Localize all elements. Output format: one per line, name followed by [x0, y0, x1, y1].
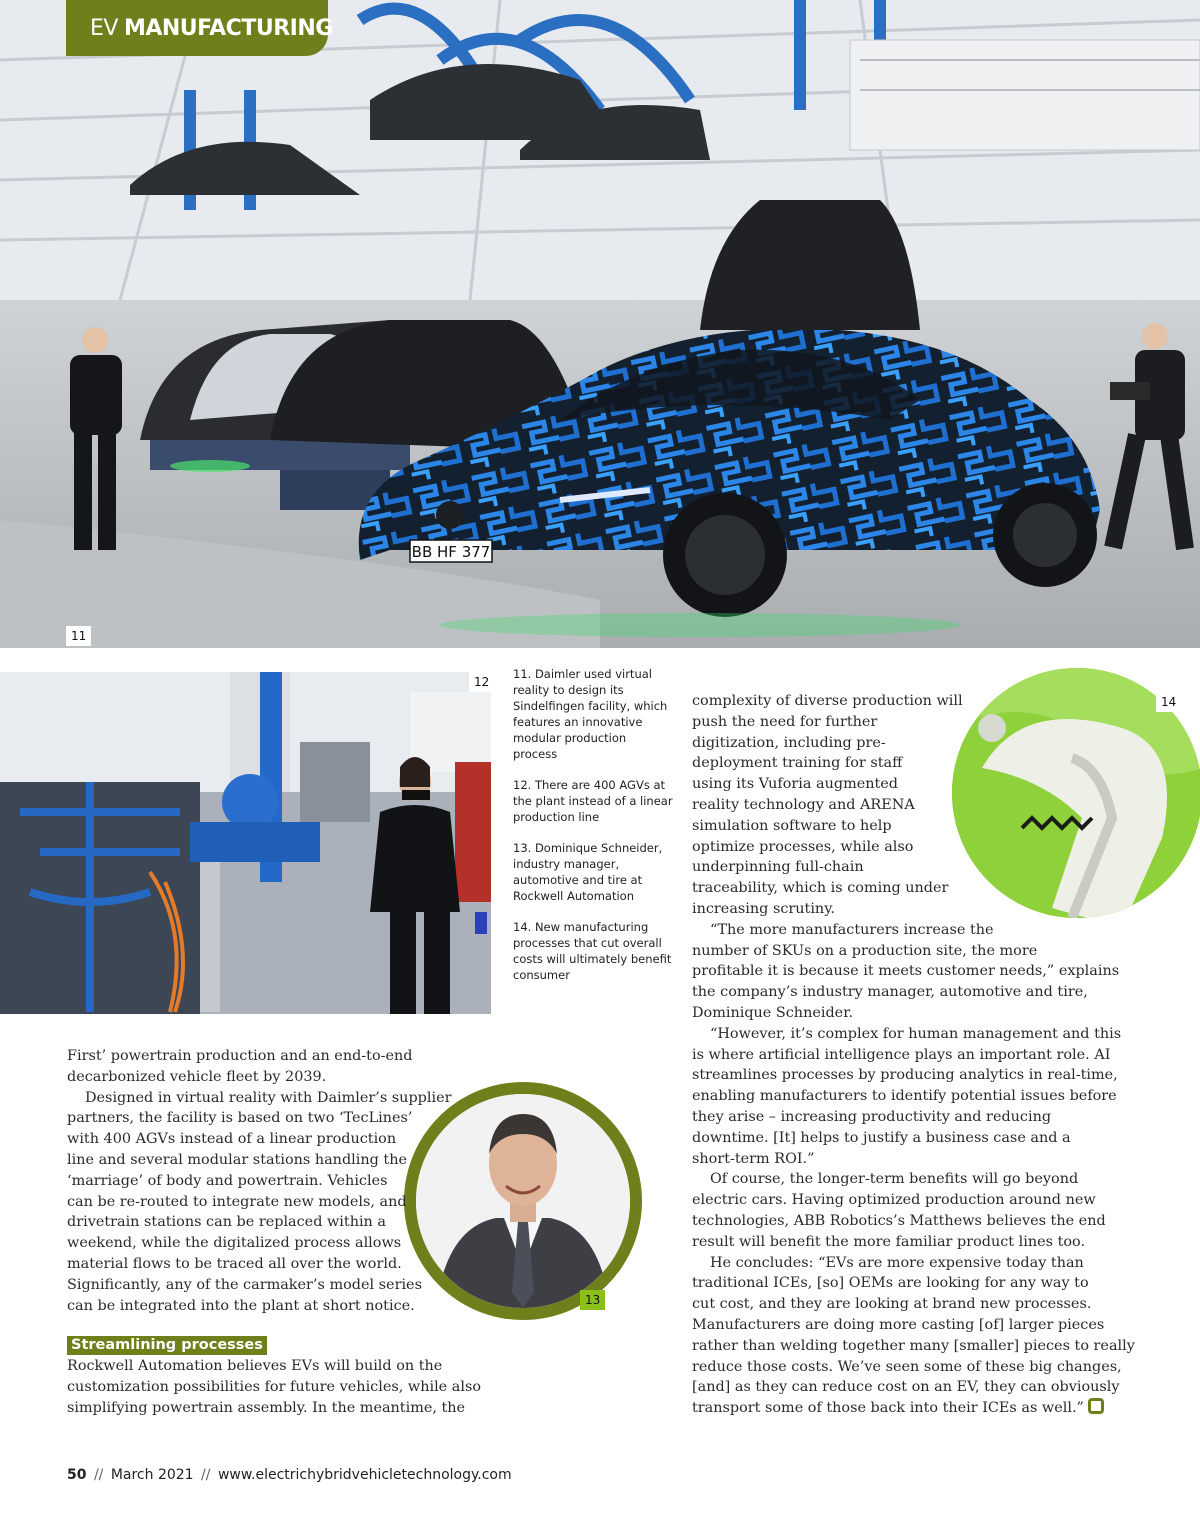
text-line: reality technology and ARENA — [692, 796, 915, 813]
text-line: line and several modular stations handling the — [67, 1151, 407, 1168]
text-line: optimize processes, while also — [692, 838, 914, 855]
text-line: deployment training for staff — [692, 755, 903, 772]
text-line: simulation software to help — [692, 817, 892, 834]
left-column-text — [67, 1046, 481, 1419]
text-line: underpinning full-chain — [692, 859, 864, 876]
page-number: 50 — [67, 1467, 87, 1483]
text-line: Manufacturers are doing more casting [of] larger pieces — [692, 1316, 1105, 1333]
text-line: cut cost, and they are looking at brand new processes. — [692, 1296, 1092, 1313]
page-footer — [67, 1467, 512, 1483]
figure-13-number: 13 — [580, 1290, 605, 1310]
text-line: “However, it’s complex for human management and this — [710, 1025, 1122, 1042]
text-line: using its Vuforia augmented — [692, 776, 899, 793]
text-line: number of SKUs on a production site, the more — [692, 942, 1038, 959]
text-line: ‘marriage’ of body and powertrain. Vehicles — [67, 1172, 388, 1189]
text-line: push the need for further — [692, 713, 878, 730]
left-paragraph-2 — [67, 1088, 472, 1317]
section-tag — [66, 0, 333, 56]
section-tag-ev: EV — [90, 15, 118, 41]
right-paragraph-3 — [692, 1024, 1122, 1170]
text-line-last-text: transport some of those back into their ICEs as well.” — [692, 1400, 1084, 1417]
text-line: downtime. [It] helps to justify a business case and a — [692, 1129, 1071, 1146]
left-paragraph-3 — [67, 1356, 481, 1418]
assembly-station-illustration — [0, 672, 491, 1014]
footer-separator: // — [201, 1467, 211, 1483]
footer-separator: // — [93, 1467, 104, 1483]
text-line: result will benefit the more familiar product lines too. — [692, 1233, 1086, 1250]
website-url[interactable]: www.electrichybridvehicletechnology.com — [217, 1467, 512, 1483]
text-line: traceability, which is coming under — [692, 880, 949, 897]
text-line: profitable it is because it meets customer needs,” explains — [692, 963, 1120, 980]
text-line: Designed in virtual reality with Daimler’s supplier — [85, 1089, 452, 1106]
text-line: can be re-routed to integrate new models, and — [67, 1193, 407, 1210]
text-line: increasing scrutiny. — [692, 900, 835, 917]
agv-station-photo — [0, 672, 491, 1014]
text-line: complexity of diverse production will — [692, 693, 963, 709]
right-paragraph-2 — [692, 920, 1122, 1024]
text-line: He concludes: “EVs are more expensive today than — [710, 1254, 1084, 1271]
text-line: [and] as they can reduce cost on an EV, they can obviously — [692, 1379, 1120, 1396]
subheading-streamlining: Streamlining processes — [67, 1336, 267, 1355]
text-line: Significantly, any of the carmaker’s model series — [67, 1276, 422, 1293]
caption-12: 12. There are 400 AGVs at the plant instead of a linear production line — [513, 778, 673, 824]
text-line: material flows to be traced all over the world. — [67, 1255, 402, 1272]
left-paragraph-1 — [67, 1046, 472, 1088]
right-paragraph-4 — [692, 1169, 1122, 1252]
text-line: rather than welding together many [smaller] pieces to really — [692, 1337, 1135, 1354]
text-line: “The more manufacturers increase the — [710, 921, 994, 938]
text-line: reduce those costs. We’ve seen some of these big changes, — [692, 1358, 1122, 1375]
figure-14-number: 14 — [1156, 692, 1181, 712]
caption-14: 14. New manufacturing processes that cut overall costs will ultimately benefit consumer — [513, 920, 672, 982]
right-paragraph-5 — [692, 1253, 1135, 1419]
text-line: is where artificial intelligence plays an important role. AI — [692, 1046, 1111, 1063]
issue-date: March 2021 — [110, 1467, 194, 1483]
factory-floor-illustration — [0, 0, 1200, 648]
text-line: Of course, the longer-term benefits will go beyond — [710, 1171, 1079, 1188]
figure-12-number: 12 — [469, 672, 491, 692]
text-line: decarbonized vehicle fleet by 2039. — [67, 1068, 327, 1085]
text-line: short-term ROI.” — [692, 1150, 815, 1167]
end-of-article-icon — [1088, 1398, 1104, 1414]
figure-captions — [513, 666, 673, 998]
text-line: partners, the facility is based on two ‘TecLines’ — [67, 1110, 413, 1127]
figure-11-number: 11 — [66, 626, 91, 646]
text-line: digitization, including pre- — [692, 734, 886, 751]
text-line: weekend, while the digitalized process allows — [67, 1235, 402, 1252]
text-line: drivetrain stations can be replaced within a — [67, 1214, 386, 1231]
text-line: electric cars. Having optimized production around new — [692, 1192, 1096, 1209]
text-line: enabling manufacturers to identify potential issues before — [692, 1088, 1117, 1105]
text-line: Dominique Schneider. — [692, 1004, 854, 1021]
caption-11: 11. Daimler used virtual reality to design its Sindelfingen facility, which features an innovative modular production process — [513, 667, 668, 761]
hero-photo — [0, 0, 1200, 648]
right-paragraph-1 — [692, 691, 1122, 920]
caption-13: 13. Dominique Schneider, industry manager, automotive and tire at Rockwell Automation — [513, 841, 663, 903]
text-line: with 400 AGVs instead of a linear production — [67, 1131, 397, 1148]
text-line: the company’s industry manager, automotive and tire, — [692, 984, 1088, 1001]
text-line: Rockwell Automation believes EVs will build on the — [67, 1358, 443, 1375]
license-plate-text: BB HF 377 — [411, 543, 491, 561]
text-line: can be integrated into the plant at short notice. — [67, 1297, 415, 1314]
text-line: simplifying powertrain assembly. In the meantime, the — [67, 1399, 466, 1416]
text-line: streamlines processes by producing analytics in real-time, — [692, 1067, 1118, 1084]
text-line: they arise – increasing productivity and reducing — [692, 1108, 1052, 1125]
text-line-last — [692, 1398, 1122, 1419]
text-line: First’ powertrain production and an end-to-end — [67, 1048, 413, 1064]
section-tag-manufacturing: MANUFACTURING — [123, 15, 333, 41]
right-column-text — [692, 691, 1135, 1419]
text-line: customization possibilities for future vehicles, while also — [67, 1378, 481, 1395]
text-line: technologies, ABB Robotics’s Matthews believes the end — [692, 1212, 1106, 1229]
text-line: traditional ICEs, [so] OEMs are looking for any way to — [692, 1275, 1089, 1292]
